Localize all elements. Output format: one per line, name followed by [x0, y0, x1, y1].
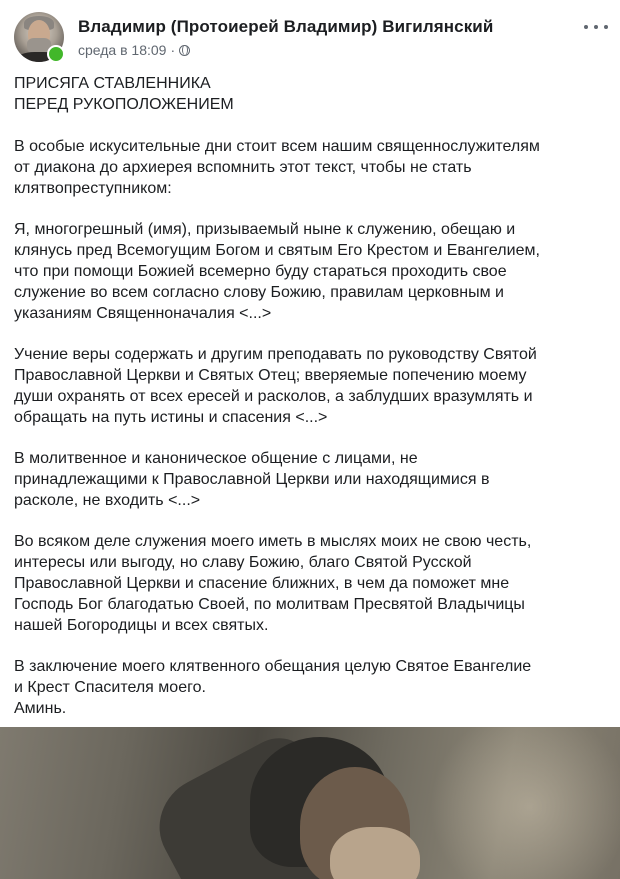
post-paragraph: Учение веры содержать и другим преподавать по руководству Святой Православной Церкви и Святых Отец; вверяемые попечению моему души охранять от всех ересей и расколов, а заблудших вразумлять и обращать на путь истины и спасения <...>	[14, 346, 537, 426]
more-options-button[interactable]	[584, 20, 608, 34]
post-heading: ПРИСЯГА СТАВЛЕННИКА ПЕРЕД РУКОПОЛОЖЕНИЕМ	[14, 75, 234, 113]
post-image[interactable]	[0, 727, 620, 879]
author-name[interactable]: Владимир (Протоиерей Владимир) Вигилянский	[78, 17, 494, 36]
meta-separator: ·	[170, 42, 176, 58]
post-timestamp[interactable]: среда в 18:09	[78, 42, 167, 58]
more-dots-icon	[584, 25, 588, 29]
post-paragraph: В заключение моего клятвенного обещания целую Святое Евангелие и Крест Спасителя моего. Аминь.	[14, 658, 532, 717]
post-meta	[78, 42, 190, 58]
post-paragraph: В молитвенное и каноническое общение с лицами, не принадлежащими к Православной Церкви или находящимися в расколе, не входить <...>	[14, 450, 490, 509]
online-status-icon	[47, 45, 65, 63]
author-avatar[interactable]	[14, 12, 64, 62]
post-text	[14, 73, 610, 719]
globe-icon[interactable]	[179, 45, 190, 56]
post-paragraph: Во всяком деле служения моего иметь в мыслях моих не свою честь, интересы или выгоду, но славу Божию, благо Святой Русской Православной Церкви и спасение ближних, в чем да поможет мне Господь Бог благодатью Своей, по молитвам Пресвятой Владычицы нашей Богородицы и всех святых.	[14, 533, 532, 634]
post-paragraph: Я, многогрешный (имя), призываемый ныне к служению, обещаю и клянусь пред Всемогущим Богом и святым Его Крестом и Евангелием, что при помощи Божией всемерно буду стараться проходить свое служение во всем согласно слову Божию, правилам церковным и указаниям Священноначалия <...>	[14, 221, 540, 322]
post-header	[0, 0, 620, 70]
post-paragraph: В особые искусительные дни стоит всем нашим священнослужителям от диакона до архиерея вспомнить этот текст, чтобы не стать клятвопреступником:	[14, 138, 540, 197]
